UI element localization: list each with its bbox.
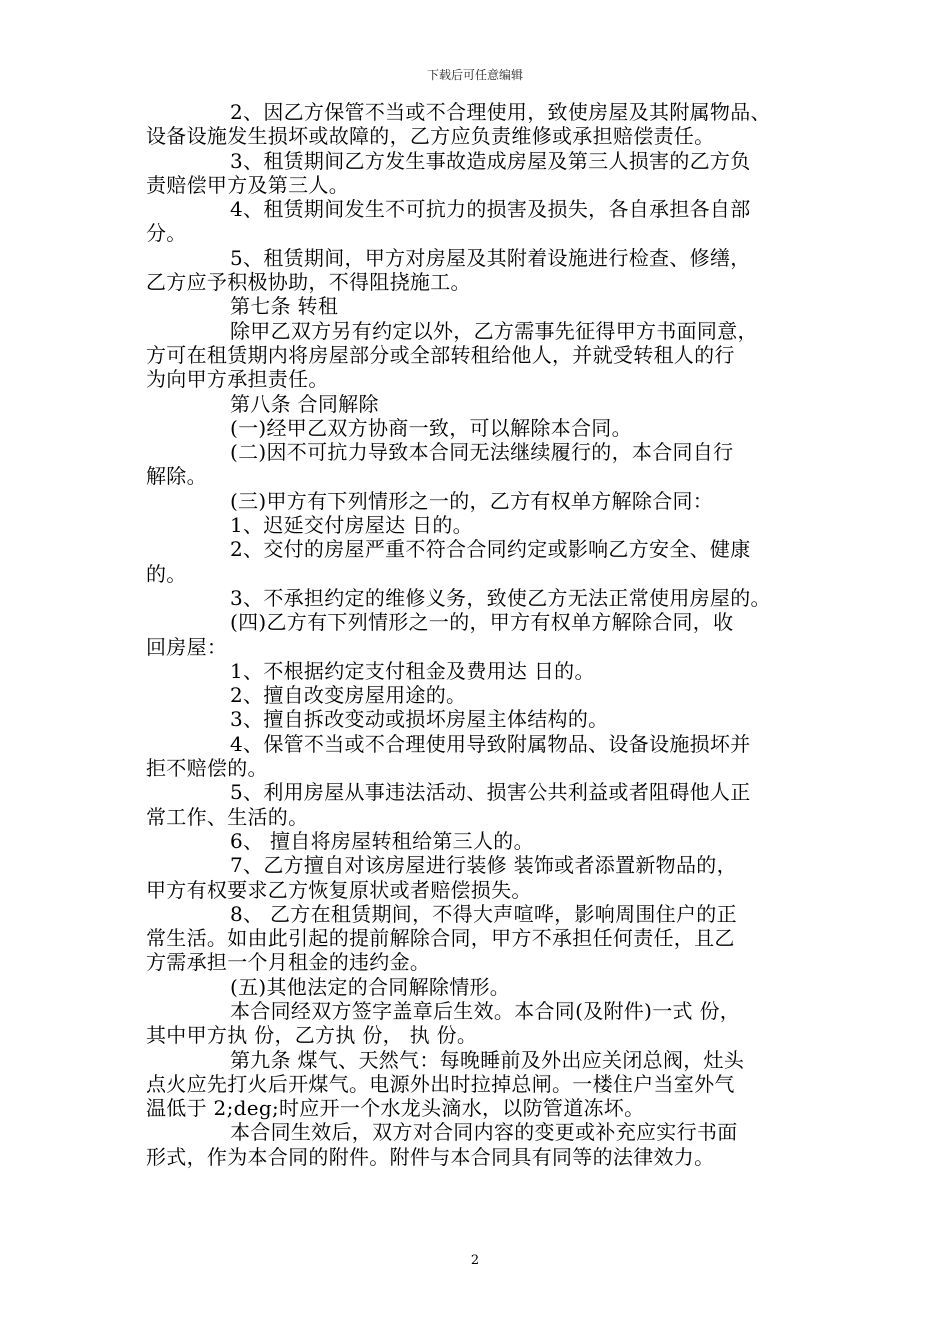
text-line: 1、不根据约定支付租金及费用达 日的。: [230, 658, 595, 683]
text-line: 本合同经双方签字盖章后生效。本合同(及附件)一式 份，: [230, 998, 741, 1023]
text-line: (一)经甲乙双方协商一致，可以解除本合同。: [230, 415, 632, 440]
text-line: 拒不赔偿的。: [146, 756, 268, 781]
text-line: 为向甲方承担责任。: [146, 367, 329, 392]
text-line: 甲方有权要求乙方恢复原状或者赔偿损失。: [146, 877, 532, 902]
text-line: 设备设施发生损坏或故障的，乙方应负责维修或承担赔偿责任。: [146, 124, 715, 149]
text-line: 第八条 合同解除: [230, 391, 379, 416]
text-line: 第七条 转租: [230, 294, 339, 319]
text-line: 常生活。如由此引起的提前解除合同，甲方不承担任何责任，且乙: [146, 926, 735, 951]
text-line: 5、利用房屋从事违法活动、损害公共利益或者阻碍他人正: [230, 780, 751, 805]
text-line: 方需承担一个月租金的违约金。: [146, 950, 431, 975]
text-line: 4、租赁期间发生不可抗力的损害及损失，各自承担各自部: [230, 197, 751, 222]
text-line: 2、交付的房屋严重不符合合同约定或影响乙方安全、健康: [230, 537, 751, 562]
text-line: 8、 乙方在租赁期间，不得大声喧哗，影响周围住户的正: [230, 901, 737, 926]
text-line: 除甲乙双方另有约定以外，乙方需事先征得甲方书面同意，: [230, 318, 758, 343]
text-line: 点火应先打火后开煤气。电源外出时拉掉总闸。一楼住户当室外气: [146, 1071, 735, 1096]
document-body: [146, 100, 808, 1169]
text-line: 温低于 2;deg;时应开一个水龙头滴水，以防管道冻坏。: [146, 1096, 645, 1121]
text-line: 本合同生效后，双方对合同内容的变更或补充应实行书面: [230, 1120, 738, 1145]
text-line: 3、擅自拆改变动或损坏房屋主体结构的。: [230, 707, 609, 732]
text-line: 3、不承担约定的维修义务，致使乙方无法正常使用房屋的。: [230, 585, 771, 610]
text-line: 回房屋：: [146, 634, 228, 659]
text-line: 分。: [146, 221, 187, 246]
text-line: 常工作、生活的。: [146, 804, 309, 829]
text-line: 1、迟延交付房屋达 日的。: [230, 513, 473, 538]
text-line: 2、擅自改变房屋用途的。: [230, 683, 467, 708]
text-line: 7、乙方擅自对该房屋进行装修 装饰或者添置新物品的，: [230, 853, 737, 878]
text-line: 第九条 煤气、天然气：每晚睡前及外出应关闭总阀，灶头: [230, 1047, 745, 1072]
text-line: 乙方应予积极协助，不得阻挠施工。: [146, 270, 471, 295]
text-line: 方可在租赁期内将房屋部分或全部转租给他人，并就受转租人的行: [146, 342, 735, 367]
text-line: 解除。: [146, 464, 207, 489]
text-line: (二)因不可抗力导致本合同无法继续履行的，本合同自行: [230, 440, 734, 465]
page-header: 下载后可任意编辑: [426, 68, 523, 82]
text-line: 3、租赁期间乙方发生事故造成房屋及第三人损害的乙方负: [230, 148, 751, 173]
text-line: 形式，作为本合同的附件。附件与本合同具有同等的法律效力。: [146, 1144, 715, 1169]
text-line: (四)乙方有下列情形之一的，甲方有权单方解除合同，收: [230, 610, 734, 635]
text-line: 2、因乙方保管不当或不合理使用，致使房屋及其附属物品、: [230, 100, 771, 124]
text-line: 5、租赁期间，甲方对房屋及其附着设施进行检查、修缮，: [230, 245, 751, 270]
page-number: 2: [470, 1253, 480, 1268]
text-line: 4、保管不当或不合理使用导致附属物品、设备设施损坏并: [230, 731, 751, 756]
text-line: (三)甲方有下列情形之一的，乙方有权单方解除合同：: [230, 488, 714, 513]
text-line: 责赔偿甲方及第三人。: [146, 172, 349, 197]
text-line: 的。: [146, 561, 187, 586]
text-line: 6、 擅自将房屋转租给第三人的。: [230, 828, 534, 853]
text-line: 其中甲方执 份，乙方执 份， 执 份。: [146, 1023, 478, 1048]
text-line: (五)其他法定的合同解除情形。: [230, 974, 511, 999]
